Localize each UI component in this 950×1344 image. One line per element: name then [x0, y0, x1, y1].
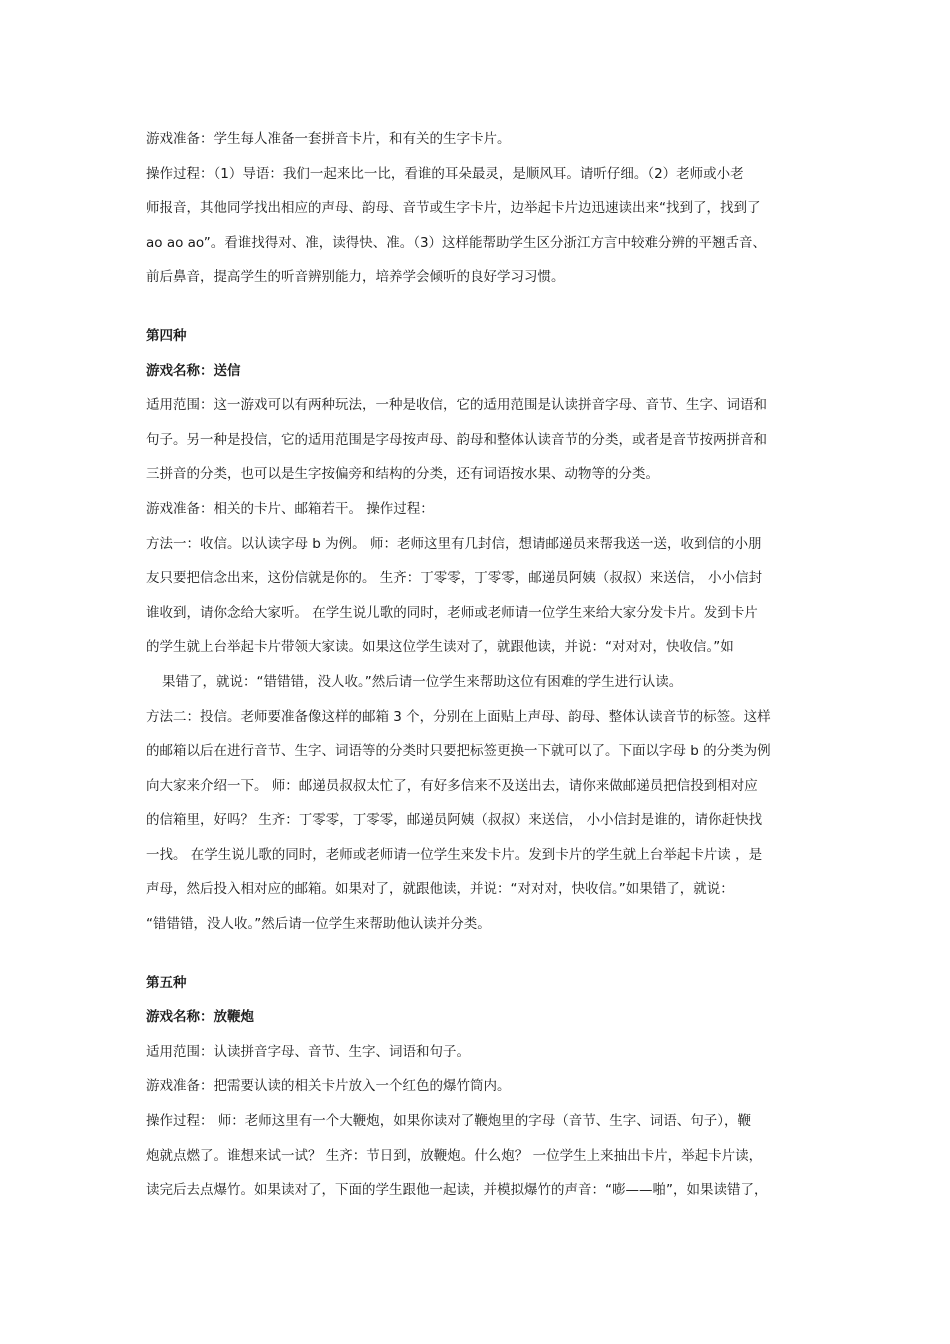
paragraph-line: 适用范围：这一游戏可以有两种玩法，一种是收信，它的适用范围是认读拼音字母、音节、生字、词语和: [146, 397, 767, 414]
paragraph-line: 游戏准备：相关的卡片、邮箱若干。 操作过程：: [146, 500, 434, 517]
section-3-body: [146, 122, 816, 295]
paragraph-line: 操作过程：（1）导语：我们一起来比一比，看谁的耳朵最灵，是顺风耳。请听仔细。（2）老师或小老: [146, 165, 744, 182]
paragraph-line: 谁收到，请你念给大家听。 在学生说儿歌的同时，老师或老师请一位学生来给大家分发卡片。发到卡片: [146, 604, 758, 621]
paragraph-line: 读完后去点爆竹。如果读对了，下面的学生跟他一起读，并模拟爆竹的声音：“嘭——啪”，如果读错了，: [146, 1182, 768, 1199]
section-heading: 第四种: [146, 327, 187, 344]
paragraph-line: 方法一：收信。以认读字母 b 为例。 师：老师这里有几封信，想请邮递员来帮我送一送，收到信的小朋: [146, 535, 762, 552]
paragraph-line: 三拼音的分类，也可以是生字按偏旁和结构的分类，还有词语按水果、动物等的分类。: [146, 466, 659, 483]
paragraph-line: 适用范围：认读拼音字母、音节、生字、词语和句子。: [146, 1043, 470, 1060]
paragraph-line-indented: 果错了，就说：“错错错，没人收。”然后请一位学生来帮助这位有困难的学生进行认读。: [162, 673, 683, 690]
paragraph-line: 一找。 在学生说儿歌的同时，老师或老师请一位学生来发卡片。发到卡片的学生就上台举起卡片读 ，是: [146, 846, 763, 863]
section-spacer: [146, 295, 816, 319]
paragraph-line: 的邮箱以后在进行音节、生字、词语等的分类时只要把标签更换一下就可以了。下面以字母 b 的分类为例: [146, 743, 771, 760]
paragraph-line: 向大家来介绍一下。 师：邮递员叔叔太忙了，有好多信来不及送出去，请你来做邮递员把信投到相对应: [146, 777, 758, 794]
paragraph-line: ao ao ao”。看谁找得对、准，读得快、准。（3）这样能帮助学生区分浙江方言中较难分辨的平翘舌音、: [146, 234, 767, 251]
paragraph-line: 炮就点燃了。谁想来试一试？ 生齐：节日到，放鞭炮。什么炮？ 一位学生上来抽出卡片，举起卡片读，: [146, 1147, 763, 1164]
paragraph-line: 游戏准备：学生每人准备一套拼音卡片，和有关的生字卡片。: [146, 131, 511, 147]
section-heading: 第五种: [146, 974, 187, 991]
paragraph-line: 游戏准备：把需要认读的相关卡片放入一个红色的爆竹筒内。: [146, 1078, 511, 1095]
game-name: 游戏名称：放鞭炮: [146, 1009, 254, 1026]
paragraph-line: “错错错，没人收。”然后请一位学生来帮助他认读并分类。: [146, 916, 491, 933]
paragraph-line: 师报音，其他同学找出相应的声母、韵母、音节或生字卡片，边举起卡片边迅速读出来“找到了，找到了: [146, 200, 761, 217]
paragraph-line: 句子。另一种是投信，它的适用范围是字母按声母、韵母和整体认读音节的分类，或者是音节按两拼音和: [146, 431, 767, 448]
paragraph-line: 声母，然后投入相对应的邮箱。如果对了，就跟他读，并说：“对对对，快收信。”如果错了，就说：: [146, 881, 734, 898]
paragraph-line: 友只要把信念出来，这份信就是你的。 生齐：丁零零，丁零零，邮递员阿姨（叔叔）来送信， 小小信封: [146, 570, 763, 587]
section-5: [146, 966, 816, 1208]
section-spacer: [146, 942, 816, 966]
paragraph-line: 操作过程： 师：老师这里有一个大鞭炮，如果你读对了鞭炮里的字母（音节、生字、词语、句子），鞭: [146, 1113, 752, 1130]
paragraph-line: 的学生就上台举起卡片带领大家读。如果这位学生读对了，就跟他读，并说：“对对对，快收信。”如: [146, 639, 734, 656]
paragraph-line: 的信箱里，好吗？ 生齐：丁零零，丁零零，邮递员阿姨（叔叔）来送信， 小小信封是谁的，请你赶快找: [146, 812, 763, 829]
game-name: 游戏名称：送信: [146, 362, 241, 379]
section-4: [146, 319, 816, 942]
paragraph-line: 前后鼻音，提高学生的听音辨别能力，培养学会倾听的良好学习习惯。: [146, 269, 565, 286]
document-page: [146, 122, 816, 1208]
paragraph-line: 方法二：投信。老师要准备像这样的邮箱 3 个，分别在上面贴上声母、韵母、整体认读音节的标签。这样: [146, 708, 771, 725]
